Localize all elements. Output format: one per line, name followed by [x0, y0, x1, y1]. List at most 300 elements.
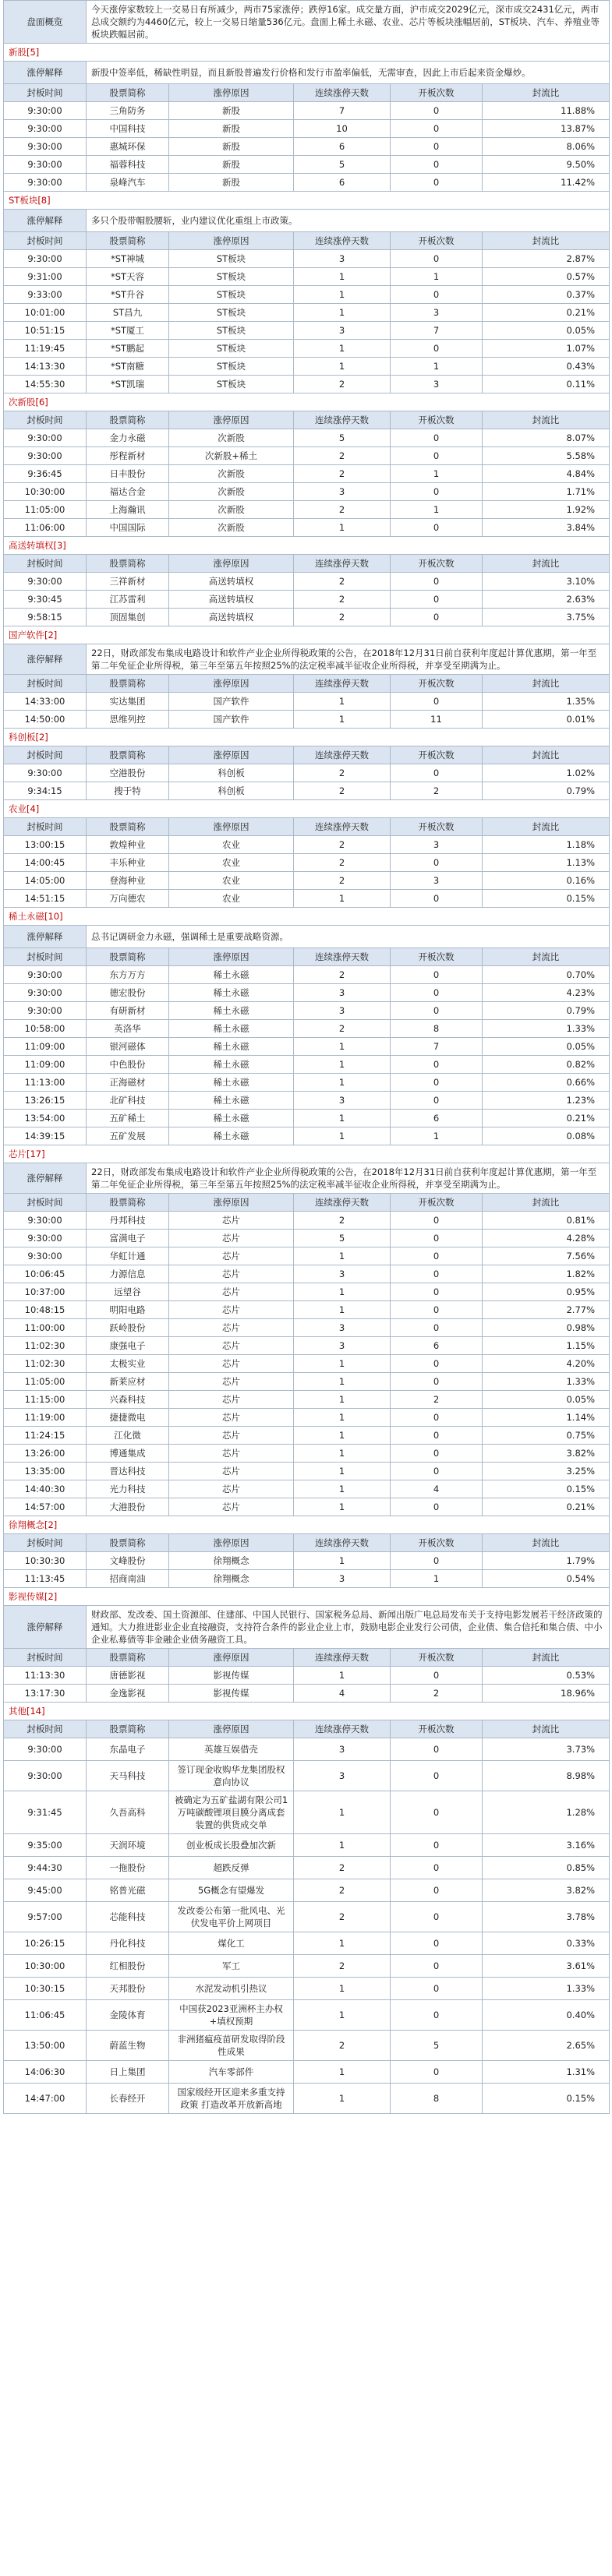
open-count: 0 [391, 102, 483, 120]
note-text: 新股中签率低，稀缺性明显，而且新股普遍发行价格和发行市盈率偏低，无需审查，因此上市后起来资金爆炒。 [87, 62, 610, 84]
note-row [4, 644, 610, 675]
seal-time: 9:30:00 [4, 1230, 87, 1247]
consecutive-days: 1 [294, 1283, 391, 1301]
table-row [4, 1738, 610, 1761]
seal-ratio: 3.16% [483, 1834, 610, 1857]
note-text: 总书记调研金力永磁，强调稀土是重要战略资源。 [87, 926, 610, 948]
limit-reason: 稀土永磁 [169, 1110, 294, 1127]
seal-ratio: 9.50% [483, 156, 610, 174]
stock-name: 登海种业 [87, 872, 169, 890]
seal-ratio: 1.15% [483, 1337, 610, 1355]
open-count: 0 [391, 1761, 483, 1791]
consecutive-days: 3 [294, 1761, 391, 1791]
seal-time: 14:40:30 [4, 1480, 87, 1498]
open-count: 0 [391, 1056, 483, 1074]
table-row [4, 1002, 610, 1020]
seal-ratio: 1.35% [483, 693, 610, 711]
seal-time: 9:31:45 [4, 1791, 87, 1834]
column-header: 连续涨停天数 [294, 746, 391, 764]
table-row [4, 1212, 610, 1230]
seal-ratio: 0.21% [483, 304, 610, 322]
limit-reason: 高送转填权 [169, 573, 294, 591]
limit-reason: 中国获2023亚洲杯主办权+填权预期 [169, 2000, 294, 2031]
limit-reason: 国产软件 [169, 711, 294, 729]
seal-ratio: 8.07% [483, 429, 610, 447]
table-row [4, 1337, 610, 1355]
column-header: 封流比 [483, 1720, 610, 1738]
seal-ratio: 18.96% [483, 1685, 610, 1703]
note-row [4, 1606, 610, 1649]
seal-time: 14:50:00 [4, 711, 87, 729]
seal-time: 9:58:15 [4, 609, 87, 626]
seal-ratio: 1.31% [483, 2061, 610, 2084]
seal-ratio: 3.78% [483, 1902, 610, 1932]
limit-reason: ST板块 [169, 304, 294, 322]
section-title-row [4, 908, 610, 926]
limit-reason: 芯片 [169, 1337, 294, 1355]
column-header: 股票简称 [87, 555, 169, 573]
column-header: 封板时间 [4, 818, 87, 836]
table-row [4, 465, 610, 483]
seal-time: 10:26:15 [4, 1932, 87, 1955]
limit-reason: ST板块 [169, 286, 294, 304]
consecutive-days: 3 [294, 1319, 391, 1337]
open-count: 0 [391, 1834, 483, 1857]
seal-time: 9:30:00 [4, 984, 87, 1002]
stock-name: 富满电子 [87, 1230, 169, 1247]
stock-name: 博通集成 [87, 1445, 169, 1463]
stock-name: 中国国际 [87, 519, 169, 537]
table-row [4, 102, 610, 120]
column-header: 连续涨停天数 [294, 1649, 391, 1667]
section-title: ST板块[8] [4, 192, 610, 210]
limit-reason: 新股 [169, 174, 294, 192]
seal-ratio: 1.23% [483, 1092, 610, 1110]
column-header-row [4, 948, 610, 966]
consecutive-days: 1 [294, 693, 391, 711]
open-count: 0 [391, 1355, 483, 1373]
limit-reason: 稀土永磁 [169, 1056, 294, 1074]
stock-name: 跃岭股份 [87, 1319, 169, 1337]
limit-reason: 徐翔概念 [169, 1570, 294, 1588]
note-text: 财政部、发改委、国土资源部、住建部、中国人民银行、国家税务总局、新闻出版广电总局发布关于支持电影发展若干经济政策的通知。大力推进影业企业直接融资，支持符合条件的影业企业上市，鼓励电影企业发行公司债，企业债、集合信托和集合债、中小企业私募债等非金融企业债务融资工具。 [87, 1606, 610, 1649]
seal-time: 9:30:00 [4, 1212, 87, 1230]
stock-name: 泉峰汽车 [87, 174, 169, 192]
column-header: 封板时间 [4, 555, 87, 573]
column-header: 连续涨停天数 [294, 1720, 391, 1738]
note-label: 涨停解释 [4, 1606, 87, 1649]
note-label: 涨停解释 [4, 926, 87, 948]
consecutive-days: 1 [294, 1667, 391, 1685]
seal-time: 9:30:00 [4, 1738, 87, 1761]
stock-name: *ST天容 [87, 268, 169, 286]
open-count: 0 [391, 447, 483, 465]
seal-ratio: 0.40% [483, 2000, 610, 2031]
seal-ratio: 3.84% [483, 519, 610, 537]
note-label: 涨停解释 [4, 1163, 87, 1194]
seal-time: 13:17:30 [4, 1685, 87, 1703]
seal-ratio: 0.15% [483, 890, 610, 908]
stock-name: 搜于特 [87, 782, 169, 800]
stock-name: 五矿稀土 [87, 1110, 169, 1127]
stock-name: 惠城环保 [87, 138, 169, 156]
column-header-row [4, 232, 610, 250]
stock-name: 北矿科技 [87, 1092, 169, 1110]
open-count: 0 [391, 1301, 483, 1319]
consecutive-days: 2 [294, 1902, 391, 1932]
table-row [4, 1480, 610, 1498]
seal-time: 9:57:00 [4, 1902, 87, 1932]
table-row [4, 1978, 610, 2000]
open-count: 1 [391, 465, 483, 483]
seal-ratio: 1.71% [483, 483, 610, 501]
table-row [4, 782, 610, 800]
seal-ratio: 0.05% [483, 1391, 610, 1409]
consecutive-days: 1 [294, 1110, 391, 1127]
seal-time: 9:45:00 [4, 1879, 87, 1902]
stock-name: 一拖股份 [87, 1857, 169, 1879]
limit-reason: 芯片 [169, 1301, 294, 1319]
consecutive-days: 1 [294, 1127, 391, 1145]
seal-time: 10:37:00 [4, 1283, 87, 1301]
consecutive-days: 1 [294, 1463, 391, 1480]
open-count: 0 [391, 1373, 483, 1391]
table-row [4, 1230, 610, 1247]
open-count: 0 [391, 1552, 483, 1570]
seal-time: 9:30:00 [4, 120, 87, 138]
seal-time: 9:30:00 [4, 174, 87, 192]
section-title: 农业[4] [4, 800, 610, 818]
column-header-row [4, 84, 610, 102]
column-header: 涨停原因 [169, 675, 294, 693]
open-count: 0 [391, 429, 483, 447]
stock-name: 招商南油 [87, 1570, 169, 1588]
limit-reason: 煤化工 [169, 1932, 294, 1955]
consecutive-days: 3 [294, 984, 391, 1002]
note-text: 多只个股带帽股腰斩，业内建议优化重组上市政策。 [87, 210, 610, 232]
seal-ratio: 3.82% [483, 1879, 610, 1902]
table-row [4, 1552, 610, 1570]
consecutive-days: 1 [294, 1498, 391, 1516]
seal-ratio: 0.11% [483, 376, 610, 393]
seal-ratio: 11.42% [483, 174, 610, 192]
seal-time: 10:30:00 [4, 1955, 87, 1978]
limit-reason: 芯片 [169, 1265, 294, 1283]
stock-name: *ST厦工 [87, 322, 169, 340]
column-header: 封板时间 [4, 1194, 87, 1212]
consecutive-days: 2 [294, 591, 391, 609]
limit-reason: 高送转填权 [169, 591, 294, 609]
consecutive-days: 6 [294, 138, 391, 156]
table-row [4, 138, 610, 156]
open-count: 0 [391, 1427, 483, 1445]
note-label: 涨停解释 [4, 62, 87, 84]
seal-time: 14:51:15 [4, 890, 87, 908]
column-header: 股票简称 [87, 1649, 169, 1667]
section-title: 徐翔概念[2] [4, 1516, 610, 1534]
open-count: 0 [391, 1498, 483, 1516]
column-header: 封流比 [483, 84, 610, 102]
table-row [4, 156, 610, 174]
consecutive-days: 1 [294, 1932, 391, 1955]
section-title-row [4, 44, 610, 62]
limit-reason: 发改委公布第一批风电、光伏发电平价上网项目 [169, 1902, 294, 1932]
column-header: 股票简称 [87, 1194, 169, 1212]
column-header: 开板次数 [391, 411, 483, 429]
open-count: 0 [391, 156, 483, 174]
stock-name: *ST南糖 [87, 358, 169, 376]
limit-reason: 芯片 [169, 1445, 294, 1463]
seal-ratio: 0.33% [483, 1932, 610, 1955]
column-header: 封流比 [483, 1534, 610, 1552]
table-row [4, 2084, 610, 2114]
consecutive-days: 2 [294, 609, 391, 626]
seal-time: 9:30:00 [4, 102, 87, 120]
table-row [4, 693, 610, 711]
consecutive-days: 1 [294, 1427, 391, 1445]
seal-time: 11:13:30 [4, 1667, 87, 1685]
consecutive-days: 2 [294, 447, 391, 465]
table-row [4, 872, 610, 890]
table-row [4, 2000, 610, 2031]
open-count: 11 [391, 711, 483, 729]
seal-ratio: 1.33% [483, 1020, 610, 1038]
table-row [4, 250, 610, 268]
seal-ratio: 0.98% [483, 1319, 610, 1337]
table-row [4, 1127, 610, 1145]
table-row [4, 1667, 610, 1685]
section-title: 国产软件[2] [4, 626, 610, 644]
limit-reason: 芯片 [169, 1319, 294, 1337]
table-row [4, 174, 610, 192]
section-title: 高送转填权[3] [4, 537, 610, 555]
table-row [4, 1685, 610, 1703]
section-title-row [4, 729, 610, 746]
open-count: 0 [391, 854, 483, 872]
column-header: 涨停原因 [169, 555, 294, 573]
column-header: 封流比 [483, 675, 610, 693]
limit-reason: 芯片 [169, 1391, 294, 1409]
seal-time: 10:58:00 [4, 1020, 87, 1038]
open-count: 6 [391, 1337, 483, 1355]
consecutive-days: 2 [294, 2031, 391, 2061]
seal-time: 14:39:15 [4, 1127, 87, 1145]
stock-name: 红相股份 [87, 1955, 169, 1978]
limit-reason: 芯片 [169, 1498, 294, 1516]
stock-name: 三角防务 [87, 102, 169, 120]
seal-ratio: 2.77% [483, 1301, 610, 1319]
limit-reason: ST板块 [169, 358, 294, 376]
limit-reason: 科创板 [169, 782, 294, 800]
consecutive-days: 2 [294, 573, 391, 591]
stock-name: 中色股份 [87, 1056, 169, 1074]
table-row [4, 1570, 610, 1588]
seal-ratio: 0.15% [483, 2084, 610, 2114]
column-header: 封流比 [483, 818, 610, 836]
seal-ratio: 2.87% [483, 250, 610, 268]
limit-reason: 超跌反弹 [169, 1857, 294, 1879]
column-header: 封板时间 [4, 1720, 87, 1738]
open-count: 7 [391, 1038, 483, 1056]
column-header: 股票简称 [87, 675, 169, 693]
seal-ratio: 0.16% [483, 872, 610, 890]
open-count: 4 [391, 1480, 483, 1498]
column-header-row [4, 555, 610, 573]
seal-ratio: 0.05% [483, 322, 610, 340]
stock-name: 华虹计通 [87, 1247, 169, 1265]
seal-ratio: 1.33% [483, 1373, 610, 1391]
stock-name: 明阳电路 [87, 1301, 169, 1319]
seal-ratio: 5.58% [483, 447, 610, 465]
limit-reason: 稀土永磁 [169, 1092, 294, 1110]
open-count: 0 [391, 1955, 483, 1978]
limit-reason: 创业板成长股叠加次新 [169, 1834, 294, 1857]
stock-name: 江化微 [87, 1427, 169, 1445]
note-label: 涨停解释 [4, 210, 87, 232]
open-count: 3 [391, 304, 483, 322]
seal-time: 9:30:00 [4, 966, 87, 984]
open-count: 7 [391, 322, 483, 340]
open-count: 0 [391, 120, 483, 138]
column-header: 开板次数 [391, 555, 483, 573]
limit-reason: 农业 [169, 872, 294, 890]
limit-reason: 稀土永磁 [169, 1020, 294, 1038]
seal-ratio: 0.79% [483, 1002, 610, 1020]
column-header: 涨停原因 [169, 1720, 294, 1738]
table-row [4, 1761, 610, 1791]
stock-name: 江苏雷利 [87, 591, 169, 609]
seal-time: 9:30:00 [4, 250, 87, 268]
consecutive-days: 1 [294, 1301, 391, 1319]
consecutive-days: 1 [294, 1038, 391, 1056]
open-count: 0 [391, 174, 483, 192]
column-header: 开板次数 [391, 746, 483, 764]
consecutive-days: 7 [294, 102, 391, 120]
seal-ratio: 1.79% [483, 1552, 610, 1570]
column-header: 封流比 [483, 555, 610, 573]
seal-time: 14:05:00 [4, 872, 87, 890]
seal-ratio: 1.82% [483, 1265, 610, 1283]
limit-reason: 稀土永磁 [169, 1127, 294, 1145]
table-row [4, 268, 610, 286]
consecutive-days: 3 [294, 322, 391, 340]
stock-name: 顶固集创 [87, 609, 169, 626]
consecutive-days: 3 [294, 483, 391, 501]
stock-name: 芯能科技 [87, 1902, 169, 1932]
table-row [4, 984, 610, 1002]
table-row [4, 966, 610, 984]
table-row [4, 483, 610, 501]
consecutive-days: 1 [294, 1355, 391, 1373]
consecutive-days: 1 [294, 2084, 391, 2114]
limit-reason: 芯片 [169, 1230, 294, 1247]
seal-ratio: 0.53% [483, 1667, 610, 1685]
column-header: 股票简称 [87, 818, 169, 836]
consecutive-days: 1 [294, 1056, 391, 1074]
stock-name: 长春经开 [87, 2084, 169, 2114]
column-header: 封板时间 [4, 948, 87, 966]
limit-reason: 稀土永磁 [169, 966, 294, 984]
table-row [4, 322, 610, 340]
stock-name: 远望谷 [87, 1283, 169, 1301]
stock-name: 实达集团 [87, 693, 169, 711]
limit-reason: ST板块 [169, 376, 294, 393]
open-count: 0 [391, 1738, 483, 1761]
column-header: 开板次数 [391, 948, 483, 966]
open-count: 2 [391, 1391, 483, 1409]
column-header: 涨停原因 [169, 232, 294, 250]
consecutive-days: 2 [294, 872, 391, 890]
seal-ratio: 0.21% [483, 1498, 610, 1516]
open-count: 0 [391, 1002, 483, 1020]
open-count: 0 [391, 340, 483, 358]
seal-time: 13:54:00 [4, 1110, 87, 1127]
consecutive-days: 2 [294, 966, 391, 984]
column-header: 涨停原因 [169, 1649, 294, 1667]
stock-name: 铭普光磁 [87, 1879, 169, 1902]
column-header: 封流比 [483, 232, 610, 250]
table-row [4, 1301, 610, 1319]
consecutive-days: 1 [294, 268, 391, 286]
stock-name: 金力永磁 [87, 429, 169, 447]
summary-text: 今天涨停家数较上一交易日有所减少，两市75家涨停；跌停16家。成交量方面，沪市成交2029亿元，深市成交2431亿元，两市总成交额约为4460亿元，较上一交易日缩量536亿元。盘面上稀土永磁、农业、芯片等板块涨幅居前，ST板块、汽车、养殖业等板块跌幅居前。 [87, 1, 610, 44]
stock-name: 敦煌种业 [87, 836, 169, 854]
stock-name: *ST升谷 [87, 286, 169, 304]
consecutive-days: 2 [294, 376, 391, 393]
consecutive-days: 1 [294, 1074, 391, 1092]
limit-reason: 稀土永磁 [169, 984, 294, 1002]
stock-name: 德宏股份 [87, 984, 169, 1002]
seal-ratio: 0.57% [483, 268, 610, 286]
column-header-row [4, 675, 610, 693]
table-row [4, 854, 610, 872]
open-count: 0 [391, 2061, 483, 2084]
note-label: 涨停解释 [4, 644, 87, 675]
seal-time: 9:36:45 [4, 465, 87, 483]
seal-time: 10:30:00 [4, 483, 87, 501]
table-row [4, 286, 610, 304]
consecutive-days: 1 [294, 286, 391, 304]
open-count: 0 [391, 1932, 483, 1955]
consecutive-days: 1 [294, 358, 391, 376]
open-count: 0 [391, 1212, 483, 1230]
stock-name: 新莱应材 [87, 1373, 169, 1391]
consecutive-days: 1 [294, 1445, 391, 1463]
seal-ratio: 3.73% [483, 1738, 610, 1761]
seal-ratio: 8.98% [483, 1761, 610, 1791]
seal-time: 10:48:15 [4, 1301, 87, 1319]
column-header: 封板时间 [4, 675, 87, 693]
limit-reason: 高送转填权 [169, 609, 294, 626]
seal-ratio: 0.01% [483, 711, 610, 729]
consecutive-days: 1 [294, 1247, 391, 1265]
column-header: 开板次数 [391, 232, 483, 250]
limit-reason: ST板块 [169, 340, 294, 358]
table-row [4, 836, 610, 854]
stock-name: 捷捷微电 [87, 1409, 169, 1427]
column-header: 股票简称 [87, 411, 169, 429]
seal-time: 9:30:00 [4, 138, 87, 156]
limit-reason: 军工 [169, 1955, 294, 1978]
seal-time: 9:30:00 [4, 1761, 87, 1791]
table-row [4, 1110, 610, 1127]
consecutive-days: 5 [294, 429, 391, 447]
open-count: 8 [391, 1020, 483, 1038]
limit-reason: 徐翔概念 [169, 1552, 294, 1570]
column-header-row [4, 1534, 610, 1552]
seal-time: 9:31:00 [4, 268, 87, 286]
note-row [4, 1163, 610, 1194]
